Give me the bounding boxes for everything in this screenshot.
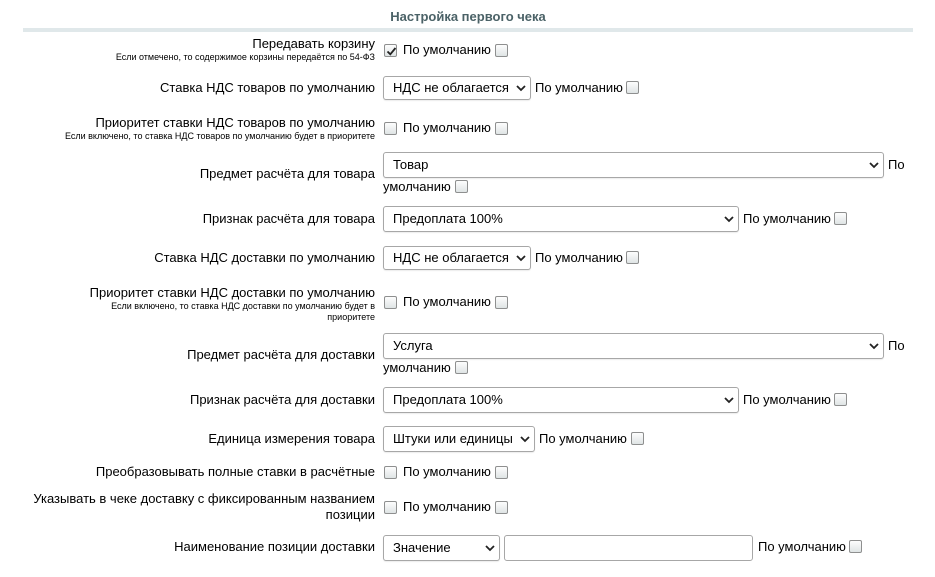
- row-label: [200, 166, 375, 182]
- label-text: Признак расчёта для доставки: [189, 392, 375, 407]
- default-checkbox[interactable]: [834, 393, 847, 406]
- label-text: Предмет расчёта для товара: [199, 166, 375, 181]
- label-text: Признак расчёта для товара: [202, 211, 375, 226]
- delivery-name-input[interactable]: [504, 535, 753, 561]
- label-text: Передавать корзину: [252, 36, 375, 51]
- default-label: По умолчанию: [403, 120, 491, 135]
- delivery-subject-select[interactable]: [383, 333, 884, 359]
- default-checkbox[interactable]: [834, 212, 847, 225]
- row-label: [65, 115, 375, 142]
- label-text: Ставка НДС товаров по умолчанию: [160, 80, 375, 95]
- convert-rates-checkbox[interactable]: [384, 466, 397, 479]
- row-label: [75, 285, 375, 323]
- select-value: Значение: [393, 540, 451, 555]
- default-label: По умолчанию: [535, 250, 623, 265]
- default-checkbox[interactable]: [631, 432, 644, 445]
- default-label: По умолчанию: [743, 211, 831, 226]
- label-text: Ставка НДС доставки по умолчанию: [154, 250, 375, 265]
- goods-method-select[interactable]: [383, 206, 739, 232]
- send-cart-checkbox[interactable]: [384, 44, 397, 57]
- label-text: Наименование позиции доставки: [174, 539, 375, 554]
- default-label-part1: По: [888, 157, 905, 172]
- label-text: Единица измерения товара: [208, 431, 375, 446]
- row-label: [203, 211, 375, 227]
- default-checkbox[interactable]: [495, 122, 508, 135]
- label-text: Преобразовывать полные ставки в расчётные: [95, 464, 375, 479]
- select-value: НДС не облагается: [393, 80, 509, 95]
- default-checkbox[interactable]: [849, 540, 862, 553]
- section-header: [23, 0, 913, 32]
- default-label: По умолчанию: [403, 464, 491, 479]
- label-text: Приоритет ставки НДС доставки по умолчанию: [89, 285, 375, 300]
- row-label: [208, 431, 375, 447]
- select-value: Услуга: [393, 338, 433, 353]
- default-label-part2: умолчанию: [383, 360, 451, 375]
- default-label: По умолчанию: [403, 294, 491, 309]
- row-label: [160, 80, 375, 96]
- label-hint: Если включено, то ставка НДС товаров по умолчанию будет в приоритете: [64, 131, 375, 141]
- select-value: НДС не облагается: [393, 250, 509, 265]
- checkmark-icon: [386, 46, 397, 57]
- goods-vat-select[interactable]: [383, 76, 531, 100]
- row-label: [174, 539, 375, 555]
- default-checkbox[interactable]: [495, 466, 508, 479]
- default-checkbox[interactable]: [626, 251, 639, 264]
- delivery-name-source-select[interactable]: [383, 535, 500, 561]
- default-checkbox[interactable]: [626, 81, 639, 94]
- label-hint: Если включено, то ставка НДС доставки по умолчанию будет в приоритете: [111, 301, 375, 322]
- fixed-delivery-name-checkbox[interactable]: [384, 501, 397, 514]
- row-label: [190, 392, 375, 408]
- chevron-down-icon: [724, 396, 734, 404]
- row-label: [154, 250, 375, 266]
- select-value: Штуки или единицы: [393, 431, 513, 446]
- default-label: По умолчанию: [535, 80, 623, 95]
- label-hint: Если отмечено, то содержимое корзины передаётся по 54-ФЗ: [115, 52, 375, 62]
- chevron-down-icon: [724, 215, 734, 223]
- default-checkbox[interactable]: [455, 361, 468, 374]
- default-label: По умолчанию: [758, 539, 846, 554]
- goods-vat-priority-checkbox[interactable]: [384, 122, 397, 135]
- default-checkbox[interactable]: [495, 501, 508, 514]
- goods-subject-select[interactable]: [383, 152, 884, 178]
- label-text: Приоритет ставки НДС товаров по умолчанию: [95, 115, 375, 130]
- chevron-down-icon: [520, 435, 530, 443]
- default-label: По умолчанию: [743, 392, 831, 407]
- chevron-down-icon: [869, 342, 879, 350]
- chevron-down-icon: [485, 544, 495, 552]
- select-value: Предоплата 100%: [393, 392, 503, 407]
- delivery-method-select[interactable]: [383, 387, 739, 413]
- default-checkbox[interactable]: [495, 44, 508, 57]
- section-title: Настройка первого чека: [390, 9, 546, 24]
- default-checkbox[interactable]: [495, 296, 508, 309]
- row-label: [116, 36, 375, 63]
- chevron-down-icon: [869, 161, 879, 169]
- default-label: По умолчанию: [403, 42, 491, 57]
- delivery-vat-priority-checkbox[interactable]: [384, 296, 397, 309]
- row-label: [96, 464, 375, 480]
- chevron-down-icon: [516, 254, 526, 262]
- label-text: Предмет расчёта для доставки: [187, 347, 375, 362]
- default-label: По умолчанию: [539, 431, 627, 446]
- default-label-part2: умолчанию: [383, 179, 451, 194]
- select-value: Предоплата 100%: [393, 211, 503, 226]
- chevron-down-icon: [516, 84, 526, 92]
- default-label-part1: По: [888, 338, 905, 353]
- row-label: [15, 491, 375, 523]
- select-value: Товар: [393, 157, 429, 172]
- unit-select[interactable]: [383, 426, 535, 452]
- default-checkbox[interactable]: [455, 180, 468, 193]
- default-label: По умолчанию: [403, 499, 491, 514]
- delivery-vat-select[interactable]: [383, 246, 531, 270]
- row-label: [187, 347, 375, 363]
- label-text: Указывать в чеке доставку с фиксированным названием позиции: [33, 491, 375, 522]
